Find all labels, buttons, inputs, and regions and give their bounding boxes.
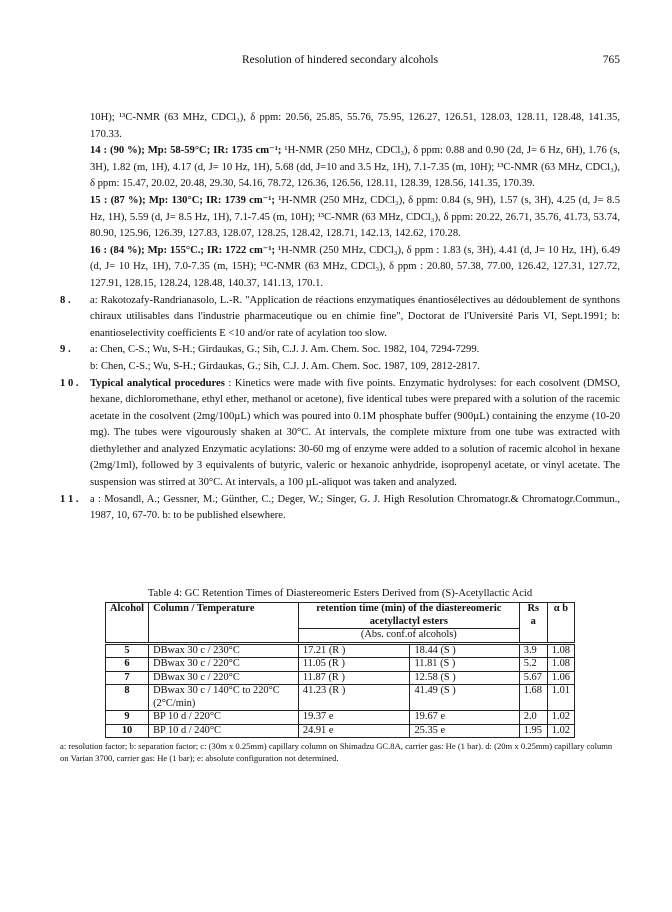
note-8-number: 8 . (60, 294, 71, 306)
cell-alpha: 1.08 (547, 643, 574, 658)
page-number: 765 (602, 54, 620, 66)
cell-retention-s: 41.49 (S ) (410, 685, 519, 711)
cell-retention-s: 19.67 e (410, 711, 519, 725)
note-9-number: 9 . (60, 344, 71, 356)
cell-retention-r: 11.05 (R ) (298, 658, 410, 672)
compound-16-text: ¹H-NMR (250 MHz, CDCl₃), δ ppm : 1.83 (s, 3H), 4.41 (d, J= 10 Hz, 1H), 6.49 (d, J= 10 Hz, 1H), 7.0-7.35 (m, 15H); ¹³C-NMR (63 MHz, CDCl₃), δ ppm : 20.80, 57.38, 77.00, 126.42, 127.31, 127.72, 127.91, 128.15, 128.24, 128.48, 140.37, 141.13, 170.1. (90, 244, 620, 289)
cell-alpha: 1.02 (547, 724, 574, 738)
cell-alcohol: 7 (106, 671, 149, 685)
cell-retention-r: 24.91 e (298, 724, 410, 738)
compound-16-label: 16 : (84 %); Mp: 155°C.; IR: 1722 cm⁻¹; (90, 244, 276, 256)
page-header (60, 54, 620, 70)
cell-column: DBwax 30 c / 220°C (149, 671, 299, 685)
cell-alpha: 1.01 (547, 685, 574, 711)
table-header-row (106, 603, 575, 629)
table-row (106, 658, 575, 672)
compound-15-text: ¹H-NMR (250 MHz, CDCl₃), δ ppm: 0.84 (s, 9H), 1.57 (s, 3H), 4.25 (d, J= 8.5 Hz, 1H), 5.59 (d, J= 8.5 Hz, 1H), 7.1-7.45 (m, 10H); ¹³C-NMR (63 MHz, CDCl₃), δ ppm: 20.22, 26.71, 35.76, 41.73, 53.74, 80.90, 125.96, 126.39, 127.83, 128.07, 128.25, 128.42, 128.71, 142.13, 142.62, 170.28. (90, 194, 620, 240)
cell-alcohol: 6 (106, 658, 149, 672)
compound-14-label: 14 : (90 %); Mp: 58-59°C; IR: 1735 cm⁻¹; (90, 145, 282, 157)
cell-rs: 1.68 (519, 685, 547, 711)
cell-column: BP 10 d / 240°C (149, 724, 299, 738)
cell-rs: 3.9 (519, 643, 547, 658)
note-9 (60, 342, 620, 375)
note-10-lead: Typical analytical procedures (90, 377, 225, 389)
cell-column: DBwax 30 c / 140°C to 220°C (2°C/min) (149, 685, 299, 711)
cell-alcohol: 10 (106, 724, 149, 738)
cell-column: DBwax 30 c / 230°C (149, 643, 299, 658)
cell-retention-r: 17.21 (R ) (298, 643, 410, 658)
cell-alpha: 1.02 (547, 711, 574, 725)
cell-retention-r: 41.23 (R ) (298, 685, 410, 711)
compound-14-text: ¹H-NMR (250 MHz, CDCl₃), δ ppm: 0.88 and 0.90 (2d, J= 6 Hz, 6H), 1.76 (s, 3H), 1.82 (m, 1H), 4.17 (d, J= 10 Hz, 1H), 5.68 (dd, J=10 and 3.5 Hz, 1H), 7.1-7.35 (m, 10H); ¹³C-NMR (63 MHz, CDCl₃), δ ppm: 15.47, 20.02, 20.48, 29.30, 54.16, 78.72, 126.36, 126.56, 128.11, 128.39, 128.56, 141.35, 170.39. (90, 145, 620, 190)
compound-15-paragraph (60, 193, 620, 243)
cell-alcohol: 9 (106, 711, 149, 725)
cell-retention-s: 25.35 e (410, 724, 519, 738)
cell-alpha: 1.08 (547, 658, 574, 672)
header-alpha: α b (547, 603, 574, 644)
table-row (106, 643, 575, 658)
body-text (60, 110, 620, 525)
table-row (106, 711, 575, 725)
table-row (106, 724, 575, 738)
compound-16-paragraph (60, 243, 620, 293)
note-10-paragraph (90, 376, 620, 492)
cell-column: BP 10 d / 220°C (149, 711, 299, 725)
header-alcohol: Alcohol (106, 603, 149, 644)
header-retention-text: retention time (min) of the diastereomeric acetyllactyl esters (316, 603, 502, 627)
cell-alcohol: 5 (106, 643, 149, 658)
table-footnote: a: resolution factor; b: separation factor; c: (30m x 0.25mm) capillary column on Shimadzu GC.8A, carrier gas: He (1 bar). d: (20m x 0.25mm) capillary column on Varian 3700, carrier gas: He (1 bar); e: absolute configuration not determined. (60, 741, 613, 763)
table-caption: Table 4: GC Retention Times of Diastereomeric Esters Derived from (S)-Acetyllactic Acid (147, 588, 533, 599)
cell-column: DBwax 30 c / 220°C (149, 658, 299, 672)
note-11-text: a : Mosandl, A.; Gessner, M.; Günther, C.; Deger, W.; Singer, G. J. High Resolution Chromatogr.& Chromatogr.Commun., 1987, 10, 67-70. b: to be published elsewhere. (90, 493, 620, 522)
note-10-number: 1 0 . (60, 377, 79, 389)
table-row (106, 685, 575, 711)
cell-retention-r: 11.87 (R ) (298, 671, 410, 685)
cell-rs: 2.0 (519, 711, 547, 725)
note-9a-text: a: Chen, C-S.; Wu, S-H.; Girdaukas, G.; Sih, C.J. J. Am. Chem. Soc. 1982, 104, 7294-7299. (90, 344, 480, 356)
cell-alpha: 1.06 (547, 671, 574, 685)
header-rs: Rs a (519, 603, 547, 644)
compound-15-label: 15 : (87 %); Mp: 130°C; IR: 1739 cm⁻¹; (90, 194, 275, 206)
table-4 (60, 588, 620, 764)
note-11-number: 1 1 . (60, 493, 79, 505)
compound-14-paragraph (60, 143, 620, 193)
note-8-text: a: Rakotozafy-Randrianasolo, L.-R. "Application de réactions enzymatiques énantiosélectives au dédoublement de synthons chiraux utilisables dans l'industrie pharmaceutique ou en chimie fine", Doctorat de l'Université Paris VI, Sept.1991; b: enantioselectivity coefficients E <10 and/or rate of acylation too slow. (90, 294, 620, 339)
header-column: Column / Temperature (149, 603, 299, 644)
cell-alcohol: 8 (106, 685, 149, 711)
cell-rs: 5.2 (519, 658, 547, 672)
cell-rs: 5.67 (519, 671, 547, 685)
cell-retention-s: 11.81 (S ) (410, 658, 519, 672)
note-11 (60, 492, 620, 525)
cell-rs: 1.95 (519, 724, 547, 738)
cell-retention-s: 18.44 (S ) (410, 643, 519, 658)
cell-retention-s: 12.58 (S ) (410, 671, 519, 685)
note-10-text: : Kinetics were made with five points. Enzymatic hydrolyses: for each cosolvent (DMSO, hexane, dichloromethane, ethyl ether, methanol or acetone), five identical tubes were prepared with a solution of the racemic acetate in the cosolvent (2mg/100µL) which was poured into 0.1M phosphate buffer (900µL) containing the enzyme (10-20 mg). The tubes were vigourously shaken at 30°C. At intervals, the complete mixture from one tube was extracted with diethylether and analyzed Enzymatic acylations: 30-60 mg of enzyme were added to a solution of racemic alcohol in hexane (2mg/1ml), followed by 3 equivalents of butyric, valeric or hexanoic anhydride, isopropenyl acetate, or vinyl acetate. The suspension was stirred at 30°C. At intervals, a 100 µL-aliquot was taken and analyzed. (90, 377, 621, 489)
running-title: Resolution of hindered secondary alcohols (241, 54, 439, 66)
cell-retention-r: 19.37 e (298, 711, 410, 725)
note-10 (60, 376, 620, 492)
header-retention (298, 603, 519, 629)
table-body (106, 643, 575, 738)
table-row (106, 671, 575, 685)
note-8 (60, 293, 620, 343)
note-9b-text: b: Chen, C-S.; Wu, S-H.; Girdaukas, G.; Sih, C.J. J. Am. Chem. Soc. 1987, 109, 2812-2817. (90, 360, 480, 372)
retention-table (105, 602, 575, 738)
continuation-paragraph: 10H); ¹³C-NMR (63 MHz, CDCl₃), δ ppm: 20.56, 25.85, 55.76, 75.95, 126.27, 126.51, 128.03, 128.11, 128.48, 141.35, 170.33. (90, 112, 620, 140)
header-abs-conf: (Abs. conf.of alcohols) (298, 629, 519, 644)
